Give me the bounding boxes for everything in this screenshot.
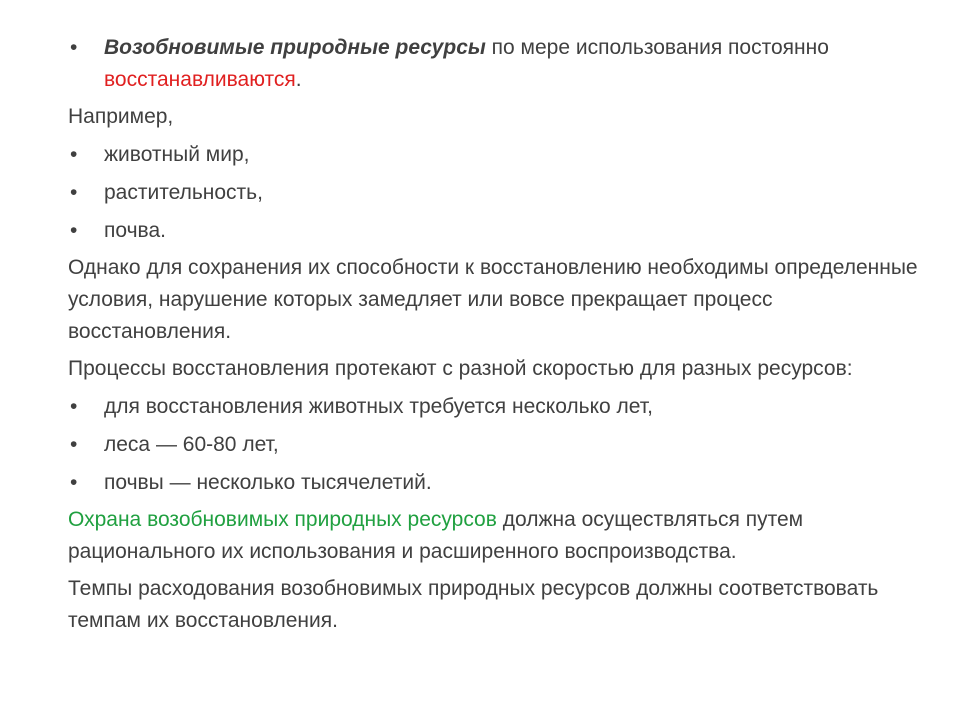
paragraph-rates-intro: Процессы восстановления протекают с разной скоростью для разных ресурсов: [68,357,853,380]
slide-body [68,32,928,637]
paragraph-conditions: Однако для сохранения их способности к восстановлению необходимы определенные условия, нарушение которых замедляет или вовсе прекращает процесс восстановления. [68,256,918,343]
definition-end: . [295,68,302,91]
bullet-example-3: • почва. [68,215,928,247]
bullet-example-2: • растительность, [68,177,928,209]
bullet-rate-2: • леса — 60-80 лет, [68,429,928,461]
bullet-renewable-definition [68,32,928,96]
highlight-restored: восстанавливаются [104,68,296,91]
protection-text: должна осуществляться путем рационального их использования и расширенного воспроизводства. [68,508,804,563]
paragraph-protection [68,504,928,568]
highlight-protection: Охрана возобновимых природных ресурсов [68,508,497,531]
bullet-rate-3: • почвы — несколько тысячелетий. [68,467,928,499]
paragraph-for-example: Например, [68,105,174,128]
paragraph-consumption-rates: Темпы расходования возобновимых природных ресурсов должны соответствовать темпам их восстановления. [68,577,879,632]
definition-text: по мере использования постоянно [485,36,829,59]
bullet-rate-1: • для восстановления животных требуется несколько лет, [68,391,928,423]
bullet-example-1: • животный мир, [68,139,928,171]
term-renewable-resources: Возобновимые природные ресурсы [104,36,486,59]
